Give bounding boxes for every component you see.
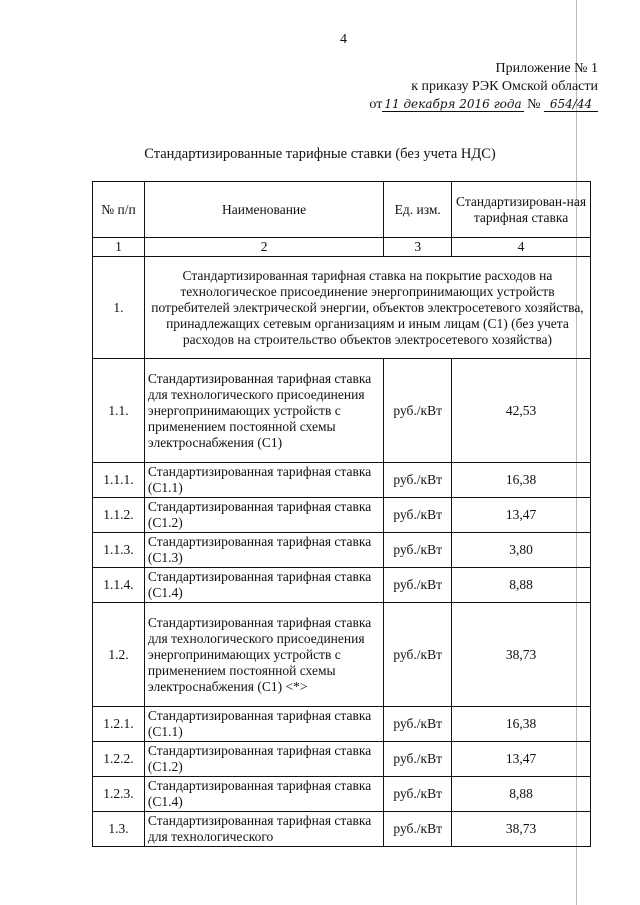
row-number: 1.2.1. (93, 707, 145, 742)
row-number: 1.1.1. (93, 463, 145, 498)
section-description: Стандартизированная тарифная ставка на покрытие расходов на технологическое присоединение энергопринимающих устройств потребителей электрической энергии, объектов электросетевого хозяйства, принадлежащих сетевым организациям и иным лицам (С1) (без учета расходов на строительство объектов электросетевого хозяйства) (144, 257, 590, 359)
table-row (93, 359, 591, 463)
row-value: 16,38 (452, 463, 591, 498)
row-number: 1.1.2. (93, 498, 145, 533)
appendix-order-ref: к приказу РЭК Омской области (411, 79, 598, 94)
section-number: 1. (93, 257, 145, 359)
table-row (93, 498, 591, 533)
row-number: 1.2.2. (93, 742, 145, 777)
row-number: 1.3. (93, 812, 145, 847)
row-name: Стандартизированная тарифная ставка для технологического (144, 812, 383, 847)
column-number-row (93, 238, 591, 257)
row-unit: руб./кВт (384, 359, 452, 463)
header-unit: Ед. изм. (384, 182, 452, 238)
table-row (93, 777, 591, 812)
row-unit: руб./кВт (384, 603, 452, 707)
row-name: Стандартизированная тарифная ставка (С1.4) (144, 777, 383, 812)
page-number: 4 (340, 32, 347, 47)
number-prefix: № (527, 97, 541, 112)
table-row (93, 603, 591, 707)
tariff-table (92, 181, 591, 847)
section-row (93, 257, 591, 359)
row-name: Стандартизированная тарифная ставка (С1.1) (144, 463, 383, 498)
row-name: Стандартизированная тарифная ставка (С1.4) (144, 568, 383, 603)
row-number: 1.2. (93, 603, 145, 707)
row-unit: руб./кВт (384, 812, 452, 847)
row-unit: руб./кВт (384, 463, 452, 498)
row-value: 13,47 (452, 498, 591, 533)
row-name: Стандартизированная тарифная ставка (С1.3) (144, 533, 383, 568)
table-row (93, 463, 591, 498)
row-number: 1.1.3. (93, 533, 145, 568)
row-name: Стандартизированная тарифная ставка (С1.2) (144, 498, 383, 533)
row-name: Стандартизированная тарифная ставка (С1.1) (144, 707, 383, 742)
row-number: 1.2.3. (93, 777, 145, 812)
column-number: 2 (144, 238, 383, 257)
row-unit: руб./кВт (384, 777, 452, 812)
header-rate: Стандартизирован-ная тарифная ставка (452, 182, 591, 238)
row-value: 3,80 (452, 533, 591, 568)
row-unit: руб./кВт (384, 742, 452, 777)
appendix-date-line (369, 96, 598, 114)
row-name: Стандартизированная тарифная ставка для технологического присоединения энергопринимающих устройств с применением постоянной схемы электроснабжения (С1) <*> (144, 603, 383, 707)
row-value: 13,47 (452, 742, 591, 777)
row-unit: руб./кВт (384, 533, 452, 568)
document-title: Стандартизированные тарифные ставки (без учета НДС) (144, 146, 496, 162)
header-name: Наименование (144, 182, 383, 238)
row-value: 8,88 (452, 777, 591, 812)
row-value: 42,53 (452, 359, 591, 463)
date-prefix: от (369, 97, 383, 112)
column-number: 3 (384, 238, 452, 257)
table-row (93, 812, 591, 847)
row-unit: руб./кВт (384, 498, 452, 533)
column-number: 1 (93, 238, 145, 257)
table-row (93, 533, 591, 568)
row-value: 8,88 (452, 568, 591, 603)
row-name: Стандартизированная тарифная ставка (С1.2) (144, 742, 383, 777)
header-number: № п/п (93, 182, 145, 238)
table-row (93, 568, 591, 603)
handwritten-date: 11 декабря 2016 года (384, 97, 522, 111)
row-unit: руб./кВт (384, 707, 452, 742)
handwritten-order-number: 654/44 (544, 97, 598, 112)
appendix-block (369, 60, 598, 114)
row-value: 38,73 (452, 812, 591, 847)
row-name: Стандартизированная тарифная ставка для технологического присоединения энергопринимающих устройств с применением постоянной схемы электроснабжения (С1) (144, 359, 383, 463)
row-value: 16,38 (452, 707, 591, 742)
appendix-title: Приложение № 1 (495, 61, 598, 76)
row-unit: руб./кВт (384, 568, 452, 603)
row-number: 1.1.4. (93, 568, 145, 603)
table-row (93, 707, 591, 742)
table-header-row (93, 182, 591, 238)
table-row (93, 742, 591, 777)
row-number: 1.1. (93, 359, 145, 463)
column-number: 4 (452, 238, 591, 257)
row-value: 38,73 (452, 603, 591, 707)
